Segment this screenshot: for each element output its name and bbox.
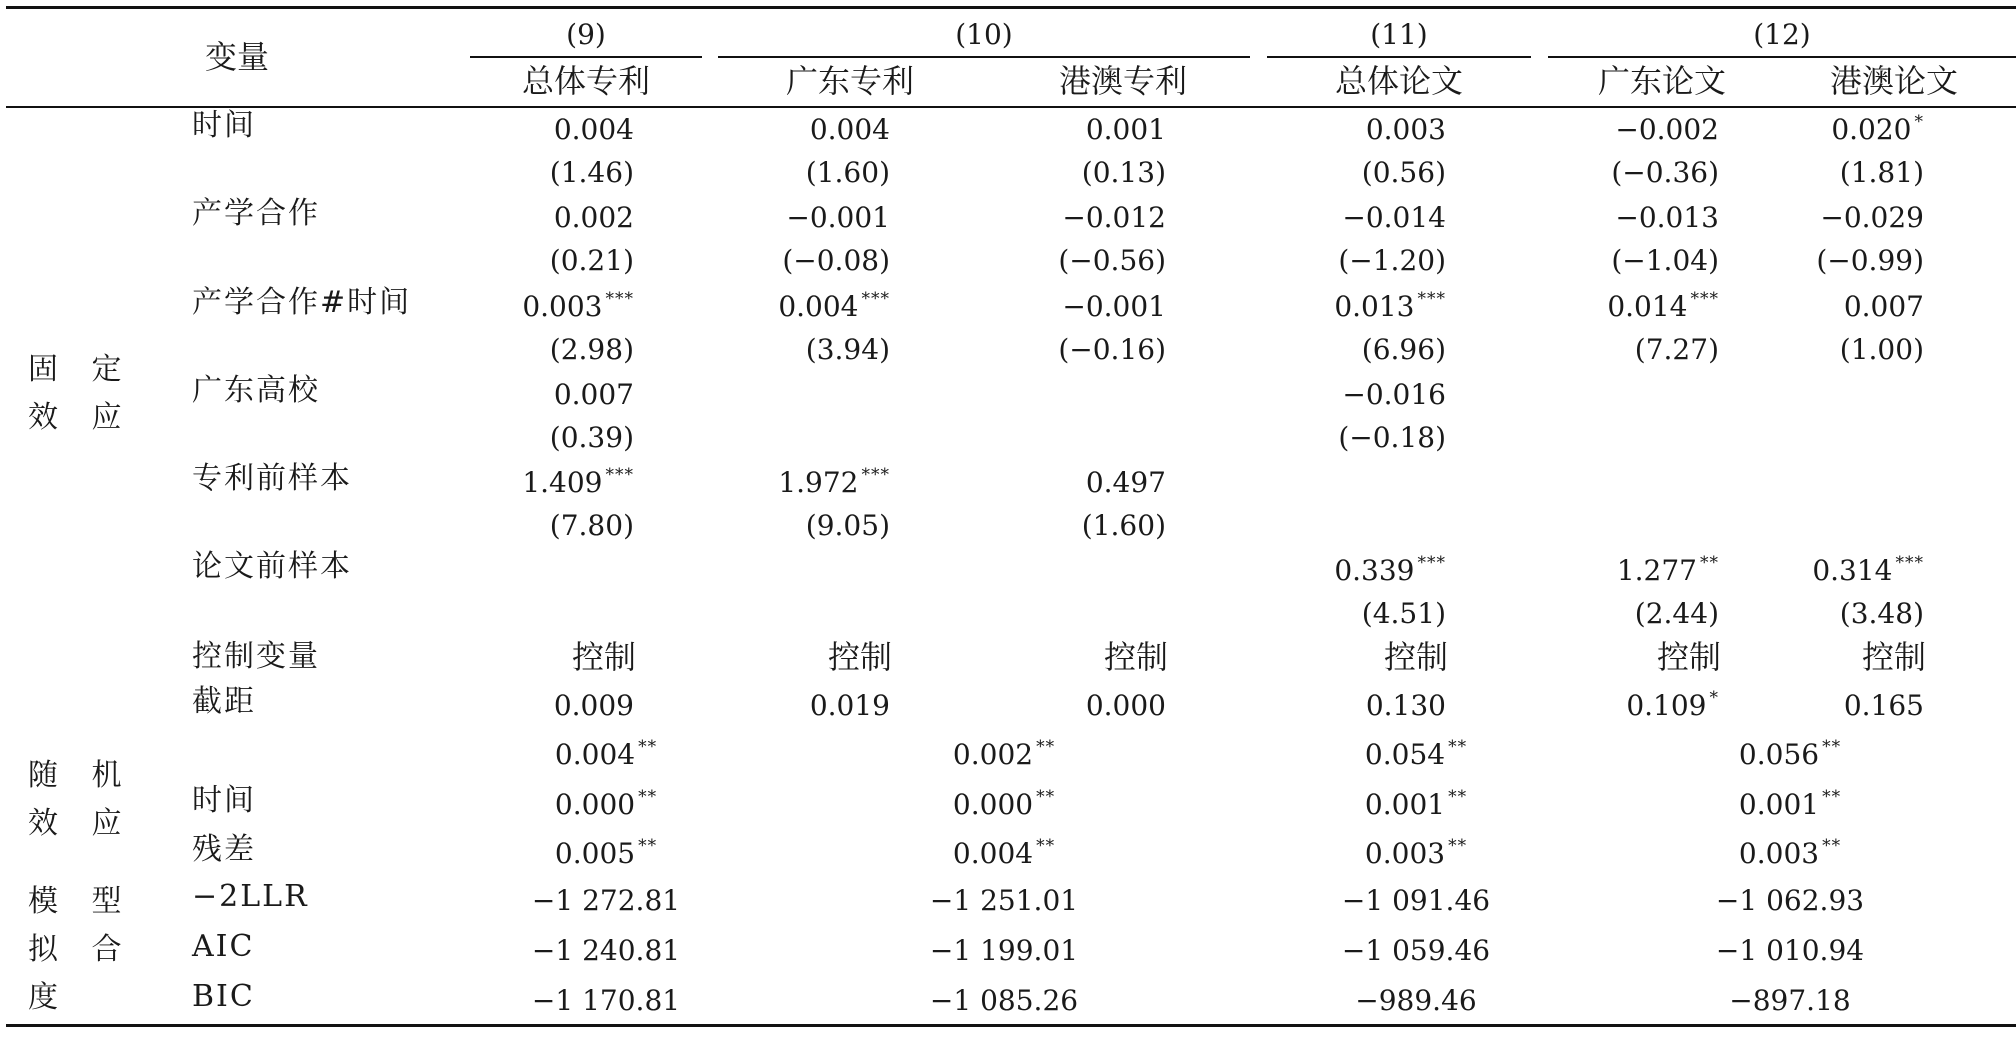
coefficient-cell: 0.020 *	[1831, 112, 1924, 146]
fit-cell: −1 091.46	[1341, 884, 1491, 917]
variable-header: 变量	[204, 38, 270, 76]
top-rule	[6, 6, 2016, 9]
random-effect-cell: 0.003 **	[1364, 836, 1468, 870]
significance-stars: ***	[1417, 289, 1446, 309]
model-12-underline	[1548, 56, 2016, 58]
t-stat-cell: (−0.18)	[1338, 421, 1446, 454]
significance-stars: ***	[861, 465, 890, 485]
significance-stars: **	[1448, 737, 1468, 757]
significance-stars: ***	[605, 289, 634, 309]
t-stat-cell: (0.56)	[1361, 156, 1446, 189]
group-label-fixed: 固 定 效 应	[28, 352, 134, 435]
fit-cell: −1 170.81	[531, 984, 681, 1017]
significance-stars: **	[1036, 737, 1056, 757]
t-stat-cell: (7.27)	[1634, 333, 1719, 366]
significance-stars: *	[1914, 112, 1924, 132]
intercept-cell: 0.165	[1843, 689, 1924, 722]
coefficient-cell: 1.409 ***	[522, 465, 634, 499]
random-effect-cell: 0.001 **	[1738, 787, 1842, 821]
coefficient-cell: −0.012	[1062, 201, 1166, 234]
t-stat-cell: (1.00)	[1839, 333, 1924, 366]
row-label: 残差	[192, 832, 256, 867]
intercept-cell: 0.009	[553, 689, 634, 722]
coefficient-cell: −0.013	[1615, 201, 1719, 234]
coefficient-cell: 1.277 **	[1616, 553, 1719, 587]
significance-stars: **	[1700, 553, 1719, 573]
fit-cell: −1 199.01	[929, 934, 1079, 967]
control-cell: 控制	[571, 638, 636, 676]
coefficient-cell: 0.003	[1365, 113, 1446, 146]
fit-cell: −989.46	[1355, 984, 1477, 1017]
column-header: 港澳专利	[1058, 62, 1188, 100]
t-stat-cell: (1.60)	[1081, 509, 1166, 542]
t-stat-cell: (2.44)	[1634, 597, 1719, 630]
row-label: AIC	[192, 929, 255, 964]
row-label: 时间	[192, 783, 256, 818]
random-effect-cell: 0.002 **	[952, 737, 1056, 771]
t-stat-cell: (7.80)	[549, 509, 634, 542]
random-effect-cell: 0.056 **	[1738, 737, 1842, 771]
intercept-cell: 0.109 *	[1626, 688, 1719, 722]
random-effect-cell: 0.004 **	[952, 836, 1056, 870]
significance-stars: *	[1709, 688, 1719, 708]
coefficient-cell: −0.001	[1062, 290, 1166, 323]
t-stat-cell: (0.21)	[549, 244, 634, 277]
t-stat-cell: (9.05)	[805, 509, 890, 542]
significance-stars: **	[1448, 836, 1468, 856]
coefficient-cell: 0.004 ***	[778, 289, 890, 323]
fit-cell: −1 240.81	[531, 934, 681, 967]
control-cell: 控制	[1383, 638, 1448, 676]
intercept-cell: 0.019	[809, 689, 890, 722]
coefficient-cell: −0.002	[1615, 113, 1719, 146]
fit-cell: −1 062.93	[1715, 884, 1865, 917]
row-label: 论文前样本	[192, 549, 352, 584]
significance-stars: ***	[1895, 553, 1924, 573]
random-effect-cell: 0.005 **	[554, 836, 658, 870]
column-header: 总体专利	[521, 62, 651, 100]
fit-cell: −1 085.26	[929, 984, 1079, 1017]
column-header: 总体论文	[1334, 62, 1464, 100]
significance-stars: ***	[1417, 553, 1446, 573]
significance-stars: ***	[861, 289, 890, 309]
row-label: 专利前样本	[192, 461, 352, 496]
coefficient-cell: 0.001	[1085, 113, 1166, 146]
t-stat-cell: (−1.04)	[1611, 244, 1719, 277]
random-effect-cell: 0.000 **	[952, 787, 1056, 821]
row-label: 产学合作	[192, 196, 320, 231]
significance-stars: **	[638, 787, 658, 807]
t-stat-cell: (2.98)	[549, 333, 634, 366]
significance-stars: **	[1822, 737, 1842, 757]
t-stat-cell: (3.48)	[1839, 597, 1924, 630]
t-stat-cell: (3.94)	[805, 333, 890, 366]
random-effect-cell: 0.003 **	[1738, 836, 1842, 870]
control-cell: 控制	[1103, 638, 1168, 676]
coefficient-cell: 0.004	[809, 113, 890, 146]
coefficient-cell: 1.972 ***	[778, 465, 890, 499]
model-header: (12)	[1753, 18, 1811, 51]
row-label: 控制变量	[192, 639, 320, 674]
coefficient-cell: 0.314 ***	[1812, 553, 1924, 587]
t-stat-cell: (6.96)	[1361, 333, 1446, 366]
group-label-random: 随 机 效 应	[28, 758, 134, 841]
header-rule	[6, 106, 2016, 108]
t-stat-cell: (−0.56)	[1058, 244, 1166, 277]
row-label: 截距	[192, 684, 256, 719]
t-stat-cell: (1.46)	[549, 156, 634, 189]
coefficient-cell: 0.003 ***	[522, 289, 634, 323]
significance-stars: **	[1448, 787, 1468, 807]
random-effect-cell: 0.000 **	[554, 787, 658, 821]
t-stat-cell: (4.51)	[1361, 597, 1446, 630]
control-cell: 控制	[827, 638, 892, 676]
row-label: 时间	[192, 108, 256, 143]
coefficient-cell: 0.004	[553, 113, 634, 146]
model-9-underline	[470, 56, 702, 58]
significance-stars: **	[1036, 836, 1056, 856]
coefficient-cell: 0.497	[1085, 466, 1166, 499]
row-label: −2LLR	[192, 879, 309, 914]
fit-cell: −1 272.81	[531, 884, 681, 917]
t-stat-cell: (−0.36)	[1611, 156, 1719, 189]
significance-stars: ***	[605, 465, 634, 485]
intercept-cell: 0.000	[1085, 689, 1166, 722]
row-label: 广东高校	[192, 373, 320, 408]
random-effect-cell: 0.001 **	[1364, 787, 1468, 821]
row-label: BIC	[192, 979, 255, 1014]
t-stat-cell: (1.81)	[1839, 156, 1924, 189]
coefficient-cell: 0.014 ***	[1607, 289, 1719, 323]
column-header: 广东论文	[1597, 62, 1727, 100]
coefficient-cell: 0.007	[1843, 290, 1924, 323]
t-stat-cell: (0.39)	[549, 421, 634, 454]
significance-stars: ***	[1690, 289, 1719, 309]
model-header: (10)	[955, 18, 1013, 51]
control-cell: 控制	[1656, 638, 1721, 676]
model-header: (9)	[566, 18, 606, 51]
t-stat-cell: (−1.20)	[1338, 244, 1446, 277]
t-stat-cell: (0.13)	[1081, 156, 1166, 189]
significance-stars: **	[638, 836, 658, 856]
coefficient-cell: −0.014	[1342, 201, 1446, 234]
fit-cell: −897.18	[1729, 984, 1851, 1017]
model-header: (11)	[1370, 18, 1428, 51]
fit-cell: −1 251.01	[929, 884, 1079, 917]
random-effect-cell: 0.004 **	[554, 737, 658, 771]
t-stat-cell: (−0.16)	[1058, 333, 1166, 366]
fit-cell: −1 010.94	[1715, 934, 1865, 967]
column-header: 广东专利	[785, 62, 915, 100]
group-label-fit: 模 型 拟 合度	[28, 884, 134, 1015]
significance-stars: **	[1036, 787, 1056, 807]
coefficient-cell: 0.002	[553, 201, 634, 234]
t-stat-cell: (−0.99)	[1816, 244, 1924, 277]
coefficient-cell: −0.001	[786, 201, 890, 234]
coefficient-cell: −0.029	[1820, 201, 1924, 234]
intercept-cell: 0.130	[1365, 689, 1446, 722]
control-cell: 控制	[1861, 638, 1926, 676]
row-label: 产学合作#时间	[192, 285, 412, 320]
model-11-underline	[1267, 56, 1531, 58]
coefficient-cell: 0.339 ***	[1334, 553, 1446, 587]
t-stat-cell: (1.60)	[805, 156, 890, 189]
coefficient-cell: −0.016	[1342, 378, 1446, 411]
model-10-underline	[718, 56, 1250, 58]
t-stat-cell: (−0.08)	[782, 244, 890, 277]
significance-stars: **	[1822, 836, 1842, 856]
significance-stars: **	[1822, 787, 1842, 807]
coefficient-cell: 0.013 ***	[1334, 289, 1446, 323]
fit-cell: −1 059.46	[1341, 934, 1491, 967]
column-header: 港澳论文	[1829, 62, 1959, 100]
random-effect-cell: 0.054 **	[1364, 737, 1468, 771]
significance-stars: **	[638, 737, 658, 757]
bottom-rule	[6, 1024, 2016, 1027]
coefficient-cell: 0.007	[553, 378, 634, 411]
